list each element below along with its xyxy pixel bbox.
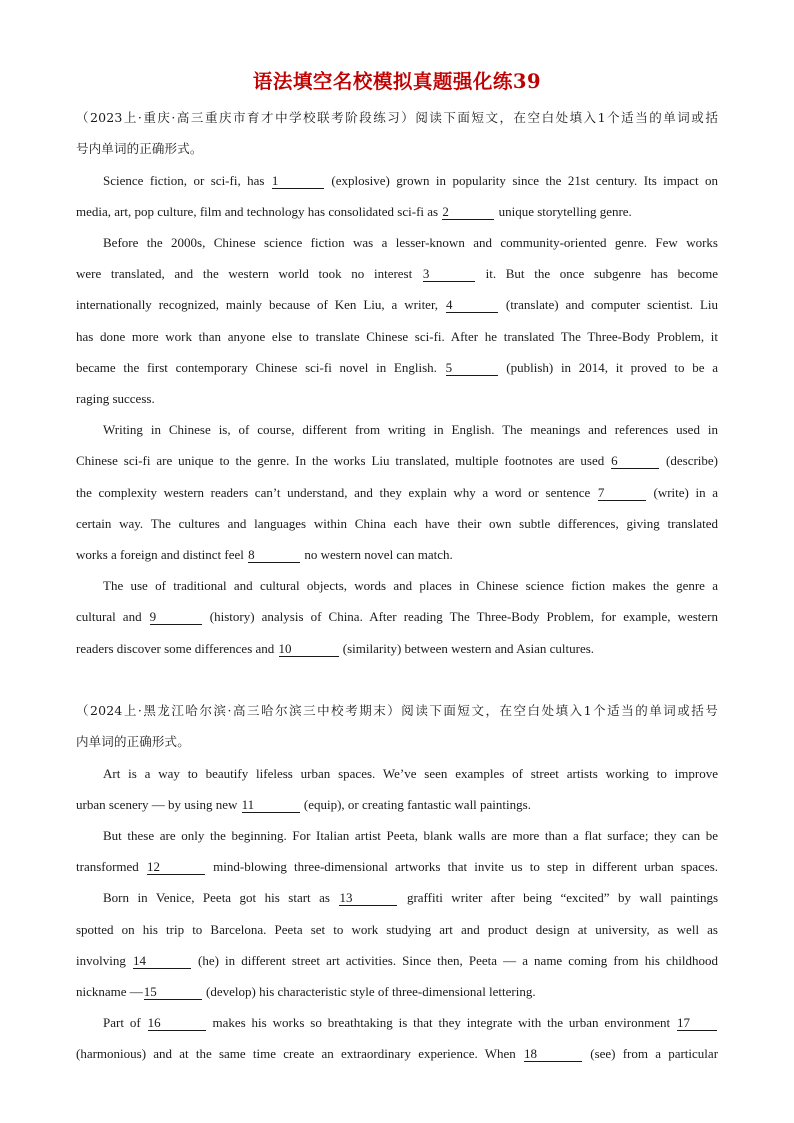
text-span: Part of bbox=[103, 1015, 141, 1030]
passage2-p3-line1 bbox=[103, 888, 718, 908]
text-span: the complexity western readers can’t understand, and they explain why a word or sentence bbox=[76, 485, 591, 500]
passage1-p1-line2 bbox=[76, 202, 718, 222]
text-span: no western novel can match. bbox=[304, 547, 453, 562]
text-span: urban scenery — by using new bbox=[76, 797, 238, 812]
blank-8[interactable]: 8 bbox=[248, 547, 300, 563]
text-span: (develop) his characteristic style of three-dimensional lettering. bbox=[206, 984, 536, 999]
text-span: Science fiction, or sci-fi, has bbox=[103, 173, 265, 188]
text-span: readers discover some differences and bbox=[76, 641, 275, 656]
text-span: (describe) bbox=[666, 453, 718, 468]
blank-16[interactable]: 16 bbox=[148, 1015, 206, 1031]
page-title: 语法填空名校模拟真题强化练39 bbox=[252, 70, 542, 93]
blank-4[interactable]: 4 bbox=[446, 297, 498, 313]
passage1-p3-line3 bbox=[76, 483, 718, 503]
text-span: were translated, and the western world took no interest bbox=[76, 266, 413, 281]
passage2-p1-line2 bbox=[76, 795, 718, 815]
passage1-source-line1: （2023上·重庆·高三重庆市育才中学校联考阶段练习）阅读下面短文，在空白处填入1个适当的单词或括 bbox=[76, 110, 718, 125]
text-span: Chinese sci-fi are unique to the genre. In the works Liu translated, multiple footnotes are used bbox=[76, 453, 605, 468]
text-span: works a foreign and distinct feel bbox=[76, 547, 244, 562]
text-span: it. But the once subgenre has become bbox=[485, 266, 719, 281]
passage1-p2-line2 bbox=[76, 264, 718, 284]
text-span: (he) in different street art activities. Since then, Peeta — a name coming from his childhood bbox=[198, 953, 718, 968]
passage1-p2-line1: Before the 2000s, Chinese science fiction was a lesser-known and community-oriented genre. Few works bbox=[103, 235, 718, 250]
blank-10[interactable]: 10 bbox=[279, 641, 339, 657]
text-span: (publish) in 2014, it proved to be a bbox=[506, 360, 718, 375]
blank-11[interactable]: 11 bbox=[242, 797, 300, 813]
blank-5[interactable]: 5 bbox=[446, 360, 498, 376]
passage2-source-line1: （2024上·黑龙江哈尔滨·高三哈尔滨三中校考期末）阅读下面短文，在空白处填入1个适当的单词或括号 bbox=[76, 703, 718, 718]
blank-2[interactable]: 2 bbox=[442, 204, 494, 220]
text-span: nickname — bbox=[76, 984, 143, 999]
text-span: cultural and bbox=[76, 609, 142, 624]
passage2-p4-line2 bbox=[76, 1044, 718, 1064]
blank-6[interactable]: 6 bbox=[611, 453, 659, 469]
passage2-source-line2: 内单词的正确形式。 bbox=[76, 734, 190, 749]
passage1-p2-line5 bbox=[76, 358, 718, 378]
text-span: (translate) and computer scientist. Liu bbox=[505, 297, 719, 312]
passage2-p2-line1: But these are only the beginning. For Italian artist Peeta, blank walls are more than a flat surface; they can be bbox=[103, 828, 718, 843]
passage2-p2-line2 bbox=[76, 857, 718, 877]
passage1-p3-line1: Writing in Chinese is, of course, different from writing in English. The meanings and references used in bbox=[103, 422, 718, 437]
passage2-p3-line4 bbox=[76, 982, 718, 1002]
blank-7[interactable]: 7 bbox=[598, 485, 646, 501]
blank-14[interactable]: 14 bbox=[133, 953, 191, 969]
text-span: (write) in a bbox=[653, 485, 719, 500]
text-span: (equip), or creating fantastic wall paintings. bbox=[303, 797, 531, 812]
blank-1[interactable]: 1 bbox=[272, 173, 324, 189]
text-span: media, art, pop culture, film and technology has consolidated sci-fi as bbox=[76, 204, 439, 219]
text-span: (explosive) grown in popularity since the 21st century. Its impact on bbox=[331, 173, 718, 188]
passage2-p3-line3 bbox=[76, 951, 718, 971]
passage1-p3-line4: certain way. The cultures and languages within China each have their own subtle differences, giving translated bbox=[76, 516, 718, 531]
passage1-p3-line2 bbox=[76, 451, 718, 471]
passage1-p2-line4: has done more work than anyone else to translate Chinese sci-fi. After he translated The Three-Body Problem, it bbox=[76, 329, 718, 344]
passage2-p3-line2: spotted on his trip to Barcelona. Peeta set to work studying art and product design at university, as well as bbox=[76, 922, 718, 937]
passage1-p4-line3 bbox=[76, 639, 718, 659]
blank-12[interactable]: 12 bbox=[147, 859, 205, 875]
text-span: (see) from a particular bbox=[590, 1046, 719, 1061]
text-span: internationally recognized, mainly because of Ken Liu, a writer, bbox=[76, 297, 439, 312]
text-span: transformed bbox=[76, 859, 139, 874]
passage1-source-line2: 号内单词的正确形式。 bbox=[76, 141, 203, 156]
text-span: involving bbox=[76, 953, 126, 968]
blank-3[interactable]: 3 bbox=[423, 266, 475, 282]
passage2-p4-line1 bbox=[103, 1013, 718, 1033]
text-span: (harmonious) and at the same time create an extraordinary experience. When bbox=[76, 1046, 516, 1061]
passage1-p3-line5 bbox=[76, 545, 718, 565]
text-span: makes his works so breathtaking is that they integrate with the urban environment bbox=[212, 1015, 671, 1030]
blank-18[interactable]: 18 bbox=[524, 1046, 582, 1062]
text-span: unique storytelling genre. bbox=[498, 204, 632, 219]
text-span: became the first contemporary Chinese sci-fi novel in English. bbox=[76, 360, 437, 375]
text-span: (history) analysis of China. After reading The Three-Body Problem, for example, western bbox=[209, 609, 718, 624]
passage1-p2-line6: raging success. bbox=[76, 391, 155, 406]
blank-9[interactable]: 9 bbox=[150, 609, 202, 625]
passage1-p1-line1 bbox=[103, 171, 718, 191]
blank-17[interactable]: 17 bbox=[677, 1015, 717, 1031]
passage1-p2-line3 bbox=[76, 295, 718, 315]
text-span: mind-blowing three-dimensional artworks that invite us to step in different urban spaces. bbox=[213, 859, 719, 874]
passage1-p4-line2 bbox=[76, 607, 718, 627]
text-span: (similarity) between western and Asian cultures. bbox=[342, 641, 595, 656]
passage2-p1-line1: Art is a way to beautify lifeless urban spaces. We’ve seen examples of street artists working to improve bbox=[103, 766, 718, 781]
text-span: graffiti writer after being “excited” by wall paintings bbox=[406, 890, 718, 905]
passage1-p4-line1: The use of traditional and cultural objects, words and places in Chinese science fiction makes the genre a bbox=[103, 578, 718, 593]
blank-15[interactable]: 15 bbox=[144, 984, 202, 1000]
text-span: Born in Venice, Peeta got his start as bbox=[103, 890, 330, 905]
blank-13[interactable]: 13 bbox=[339, 890, 397, 906]
